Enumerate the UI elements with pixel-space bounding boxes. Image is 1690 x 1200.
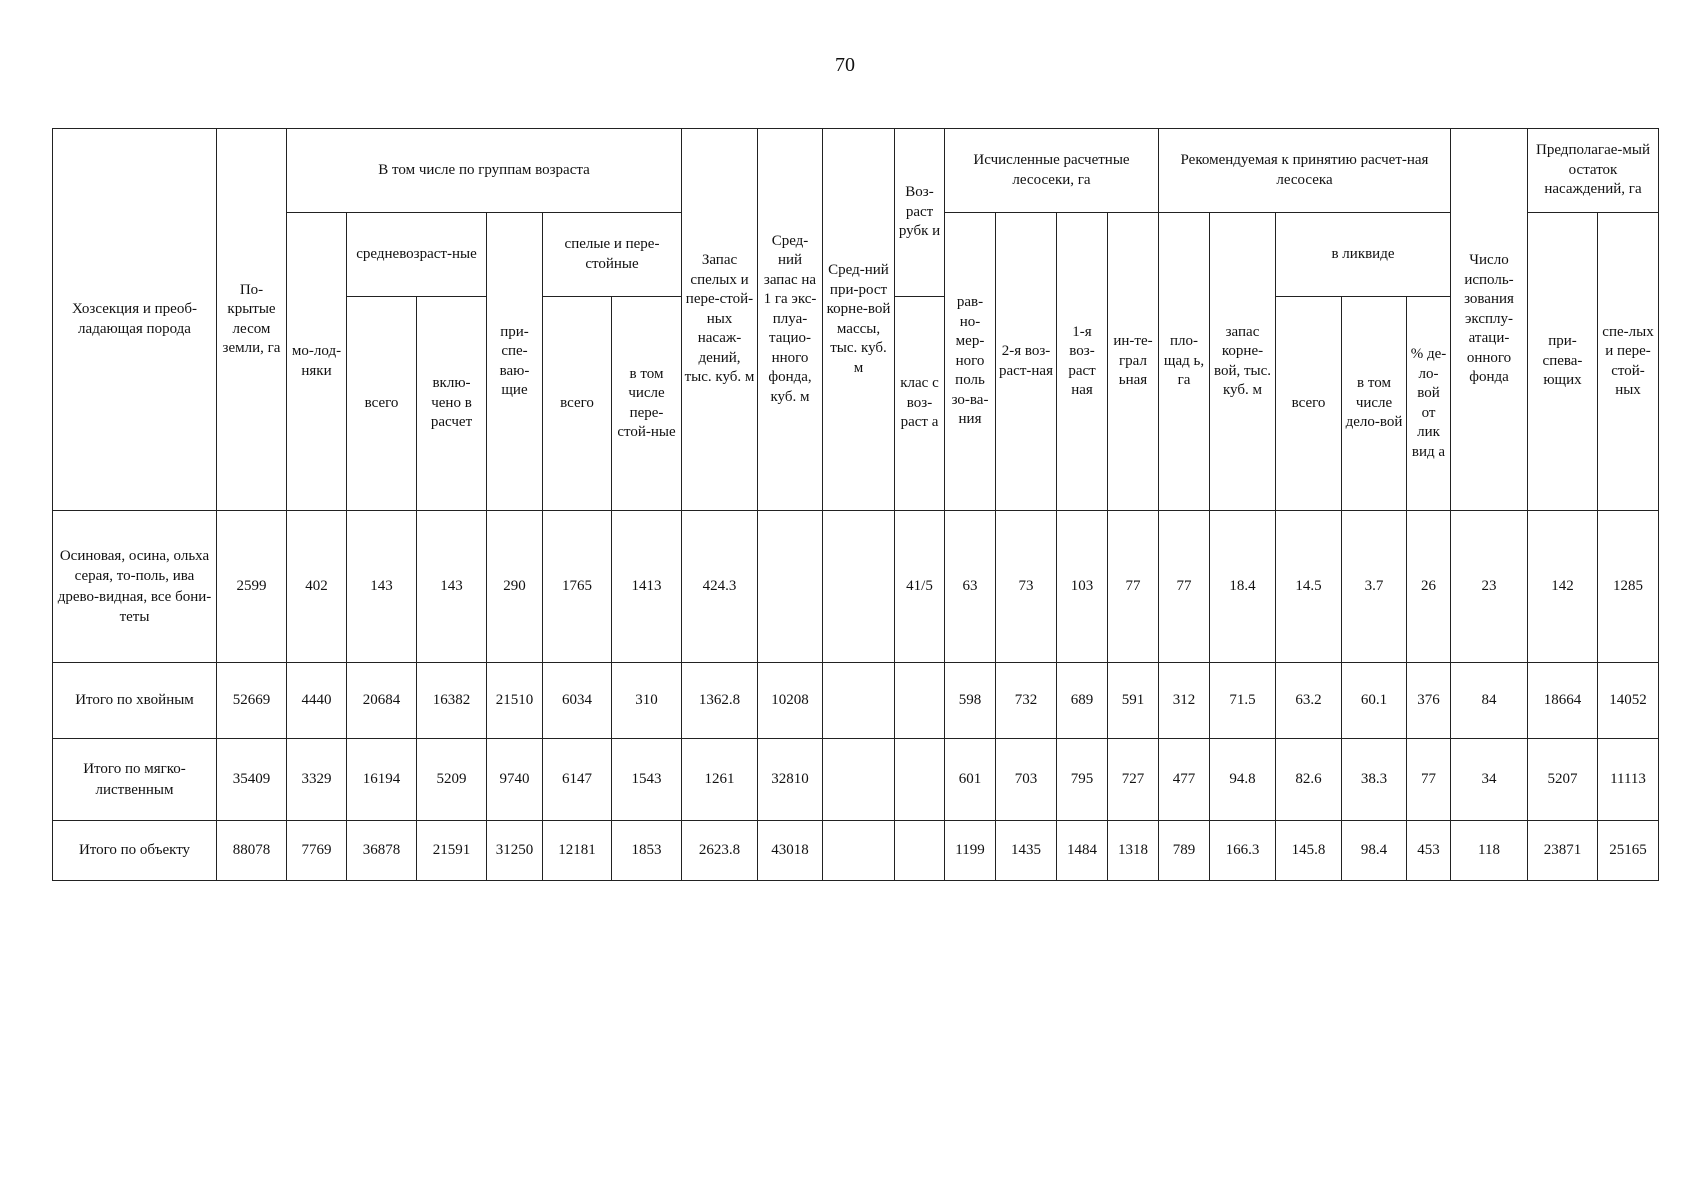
- cell: 727: [1108, 739, 1159, 821]
- cell: 16382: [417, 663, 487, 739]
- cell: 82.6: [1276, 739, 1342, 821]
- cell: 4440: [287, 663, 347, 739]
- cell: 34: [1451, 739, 1528, 821]
- table-row: [53, 663, 1659, 739]
- cell: 35409: [217, 739, 287, 821]
- cell: 38.3: [1342, 739, 1407, 821]
- cell: 12181: [543, 821, 612, 881]
- cell: 14.5: [1276, 511, 1342, 663]
- cell: 63: [945, 511, 996, 663]
- cell: 143: [417, 511, 487, 663]
- header-pervaya: 1-я воз-раст ная: [1057, 213, 1108, 511]
- cell: 453: [1407, 821, 1451, 881]
- cell: 77: [1108, 511, 1159, 663]
- cell: 18.4: [1210, 511, 1276, 663]
- cell: 143: [347, 511, 417, 663]
- cell: 1362.8: [682, 663, 758, 739]
- cell: [895, 739, 945, 821]
- page-number: 70: [835, 54, 855, 76]
- cell: [823, 663, 895, 739]
- row-name: Итого по хвойным: [53, 663, 217, 739]
- table-row: [53, 821, 1659, 881]
- header-sredniy-prirost: Сред-ний при-рост корне-вой массы, тыс. куб. м: [823, 129, 895, 511]
- cell: 118: [1451, 821, 1528, 881]
- cell: [823, 821, 895, 881]
- cell: 424.3: [682, 511, 758, 663]
- cell: 77: [1159, 511, 1210, 663]
- header-srednevozrast: средневозраст-ные: [347, 213, 487, 297]
- cell: [823, 511, 895, 663]
- cell: 789: [1159, 821, 1210, 881]
- cell: 10208: [758, 663, 823, 739]
- cell: 477: [1159, 739, 1210, 821]
- header-zapas-kornevoy: запас корне-вой, тыс. куб. м: [1210, 213, 1276, 511]
- cell: 18664: [1528, 663, 1598, 739]
- cell: 84: [1451, 663, 1528, 739]
- cell: 703: [996, 739, 1057, 821]
- row-name: Итого по мягко-лиственным: [53, 739, 217, 821]
- header-srednevozrast-vklyucheno: вклю-чено в расчет: [417, 297, 487, 511]
- cell: 732: [996, 663, 1057, 739]
- cell: 23: [1451, 511, 1528, 663]
- cell: 1261: [682, 739, 758, 821]
- cell: 1413: [612, 511, 682, 663]
- row-name: Осиновая, осина, ольха серая, то-поль, ива древо-видная, все бони-теты: [53, 511, 217, 663]
- header-molodnyaki: мо-лод-няки: [287, 213, 347, 511]
- header-spelye-perestoynye: в том числе пере-стой-ные: [612, 297, 682, 511]
- header-vtoraya: 2-я воз-раст-ная: [996, 213, 1057, 511]
- cell: 1435: [996, 821, 1057, 881]
- cell: 103: [1057, 511, 1108, 663]
- cell: 1199: [945, 821, 996, 881]
- cell: 73: [996, 511, 1057, 663]
- cell: 31250: [487, 821, 543, 881]
- header-vozrast-rubki: Воз-раст рубк и: [895, 129, 945, 297]
- header-procent-delovoy: % де-ло-вой от лик вид а: [1407, 297, 1451, 511]
- cell: 1318: [1108, 821, 1159, 881]
- cell: 689: [1057, 663, 1108, 739]
- forest-data-table: [52, 128, 1659, 881]
- cell: 1484: [1057, 821, 1108, 881]
- header-pokrytye: По-крытые лесом земли, га: [217, 129, 287, 511]
- cell: 21510: [487, 663, 543, 739]
- cell: 88078: [217, 821, 287, 881]
- cell: 7769: [287, 821, 347, 881]
- header-likvid-vsego: всего: [1276, 297, 1342, 511]
- header-ischislennye: Исчисленные расчетные лесосеки, га: [945, 129, 1159, 213]
- cell: 3.7: [1342, 511, 1407, 663]
- cell: 20684: [347, 663, 417, 739]
- cell: 795: [1057, 739, 1108, 821]
- header-chislo-let: Число исполь-зования эксплу-атаци-онного фонда: [1451, 129, 1528, 511]
- header-ostatok: Предполагае-мый остаток насаждений, га: [1528, 129, 1659, 213]
- header-zapas: Запас спелых и пере-стой-ных насаж-дений, тыс. куб. м: [682, 129, 758, 511]
- header-sredniy-zapas: Сред-ний запас на 1 га экс-плуа-тацио-нного фонда, куб. м: [758, 129, 823, 511]
- cell: 63.2: [1276, 663, 1342, 739]
- header-hozsekciya: Хозсекция и преоб-ладающая порода: [53, 129, 217, 511]
- header-group-age: В том числе по группам возраста: [287, 129, 682, 213]
- cell: 142: [1528, 511, 1598, 663]
- cell: 3329: [287, 739, 347, 821]
- cell: 9740: [487, 739, 543, 821]
- header-srednevozrast-vsego: всего: [347, 297, 417, 511]
- cell: 16194: [347, 739, 417, 821]
- header-ostatok-prispevayushchih: при-спева-ющих: [1528, 213, 1598, 511]
- cell: 77: [1407, 739, 1451, 821]
- table-row: [53, 739, 1659, 821]
- cell: 1285: [1598, 511, 1659, 663]
- cell: 36878: [347, 821, 417, 881]
- cell: 312: [1159, 663, 1210, 739]
- header-klass-vozrasta: клас с воз-раст а: [895, 297, 945, 511]
- cell: 6147: [543, 739, 612, 821]
- header-spelye: спелые и пере-стойные: [543, 213, 682, 297]
- cell: 14052: [1598, 663, 1659, 739]
- header-ravnomernogo: рав-но-мер-ного поль зо-ва-ния: [945, 213, 996, 511]
- cell: 166.3: [1210, 821, 1276, 881]
- cell: 5209: [417, 739, 487, 821]
- cell: 6034: [543, 663, 612, 739]
- cell: 52669: [217, 663, 287, 739]
- cell: [895, 821, 945, 881]
- header-v-likvide: в ликвиде: [1276, 213, 1451, 297]
- header-prispevayushchie: при-спе-ваю-щие: [487, 213, 543, 511]
- cell: 43018: [758, 821, 823, 881]
- header-ploshchad: пло-щад ь, га: [1159, 213, 1210, 511]
- cell: [758, 511, 823, 663]
- cell: 2623.8: [682, 821, 758, 881]
- cell: 23871: [1528, 821, 1598, 881]
- cell: 591: [1108, 663, 1159, 739]
- header-likvid-delovoy: в том числе дело-вой: [1342, 297, 1407, 511]
- cell: 11113: [1598, 739, 1659, 821]
- cell: 25165: [1598, 821, 1659, 881]
- header-integralnaya: ин-те-грал ьная: [1108, 213, 1159, 511]
- header-spelye-vsego: всего: [543, 297, 612, 511]
- header-ostatok-spelyh: спе-лых и пере-стой-ных: [1598, 213, 1659, 511]
- cell: 1765: [543, 511, 612, 663]
- cell: 1543: [612, 739, 682, 821]
- cell: 402: [287, 511, 347, 663]
- cell: 21591: [417, 821, 487, 881]
- cell: 145.8: [1276, 821, 1342, 881]
- cell: [823, 739, 895, 821]
- header-rekomenduemaya: Рекомендуемая к принятию расчет-ная лесосека: [1159, 129, 1451, 213]
- cell: 290: [487, 511, 543, 663]
- cell: 1853: [612, 821, 682, 881]
- cell: 601: [945, 739, 996, 821]
- cell: 310: [612, 663, 682, 739]
- cell: 376: [1407, 663, 1451, 739]
- cell: 71.5: [1210, 663, 1276, 739]
- cell: 32810: [758, 739, 823, 821]
- row-name: Итого по объекту: [53, 821, 217, 881]
- cell: 98.4: [1342, 821, 1407, 881]
- cell: 5207: [1528, 739, 1598, 821]
- cell: 94.8: [1210, 739, 1276, 821]
- cell: 41/5: [895, 511, 945, 663]
- cell: 26: [1407, 511, 1451, 663]
- cell: 598: [945, 663, 996, 739]
- cell: 2599: [217, 511, 287, 663]
- cell: 60.1: [1342, 663, 1407, 739]
- cell: [895, 663, 945, 739]
- table-row: [53, 511, 1659, 663]
